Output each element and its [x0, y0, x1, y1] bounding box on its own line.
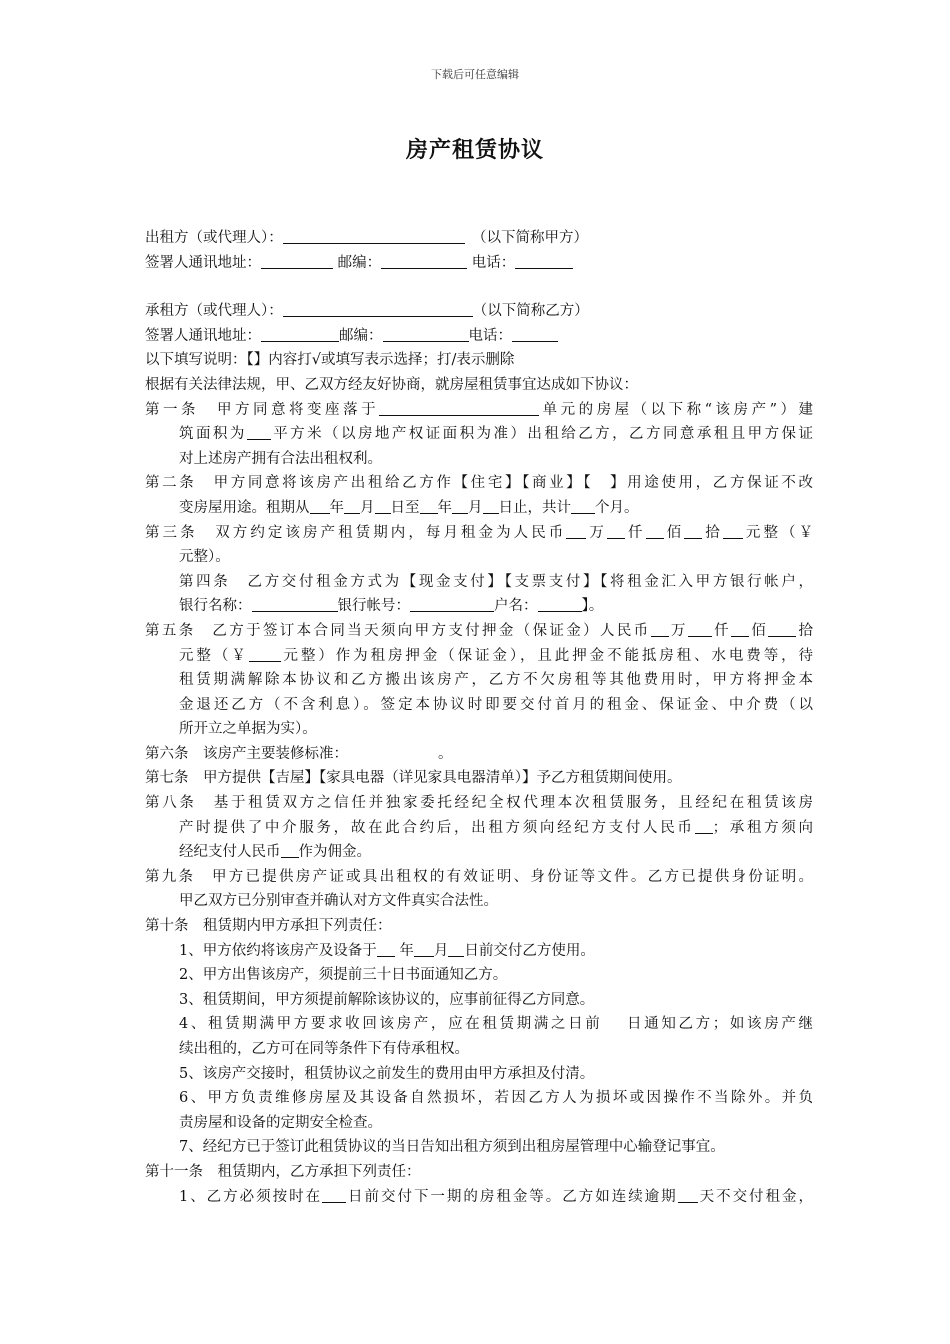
- party-b-contact-line: 签署人通讯地址： 邮编： 电话：: [145, 324, 813, 349]
- article-4-line-1: 第四条 乙方交付租金方式为【现金支付】【支票支付】【将租金汇入甲方银行帐户，: [179, 573, 813, 590]
- article-2-line-2: 变房屋用途。租期从 年 月 日至 年 月 日止，共计 个月。: [145, 496, 813, 521]
- article-8-line-3: 经纪支付人民币 作为佣金。: [145, 840, 813, 865]
- article-10-item-6-line-2: 责房屋和设备的定期安全检查。: [179, 1114, 382, 1131]
- article-5-line-5: 所开立之单据为实）。: [179, 721, 317, 738]
- article-4-line-2: 银行名称： 银行帐号： 户名： 】。: [145, 594, 813, 619]
- article-10-heading: 第十条 租赁期内甲方承担下列责任：: [145, 918, 392, 935]
- article-5-line-2: 元整（￥ 元整）作为租房押金（保证金），且此押金不能抵房租、水电费等，待: [145, 644, 813, 669]
- article-10-item-3: 3、租赁期间，甲方须提前解除该协议的，应事前征得乙方同意。: [179, 991, 595, 1008]
- article-9-line-1: 第九条 甲方已提供房产证或具出租权的有效证明、身份证等文件。乙方已提供身份证明。: [145, 868, 813, 885]
- article-1-line-1: 第一条 甲方同意将变座落于 单元的房屋（以下称“该房产”）建: [145, 398, 813, 423]
- party-a-contact-line: 签署人通讯地址： 邮编： 电话：: [145, 251, 813, 276]
- party-a-phone-blank: [515, 252, 573, 269]
- party-a-line: 出租方（或代理人）： （以下简称甲方）: [145, 226, 813, 251]
- article-10-item-6-line-1: 6、甲方负责维修房屋及其设备自然损坏，若因乙方人为损坏或因操作不当除外。并负: [179, 1090, 813, 1107]
- article-7: 第七条 甲方提供【吉屋】【家具电器（详见家具电器清单）】予乙方租赁期间使用。: [145, 770, 682, 787]
- article-9-line-2: 甲乙双方已分别审查并确认对方文件真实合法性。: [179, 893, 498, 910]
- article-10-item-2: 2、甲方出售该房产，须提前三十日书面通知乙方。: [179, 967, 508, 984]
- instructions: 以下填写说明：【】内容打√或填写表示选择；打/表示删除: [145, 352, 515, 369]
- article-6: 第六条 该房产主要装修标准： 。: [145, 745, 453, 762]
- party-b-address-blank: [261, 325, 339, 342]
- article-11-heading: 第十一条 租赁期内，乙方承担下列责任：: [145, 1163, 421, 1180]
- document-body: [145, 226, 813, 1209]
- article-5-line-4: 金退还乙方（不含利息）。签定本协议时即要交付首月的租金、保证金、中介费（以: [179, 696, 813, 713]
- article-10-item-4-line-1: 4、租赁期满甲方要求收回该房产，应在租赁期满之日前 日通知乙方；如该房产继: [179, 1016, 813, 1033]
- party-b-blank: [283, 300, 473, 317]
- party-a-zip-blank: [381, 252, 467, 269]
- party-b-line: 承租方（或代理人）： （以下简称乙方）: [145, 299, 813, 324]
- article-10-item-4-line-2: 续出租的，乙方可在同等条件下有侍承租权。: [179, 1041, 469, 1057]
- article-10-item-5: 5、该房产交接时，租赁协议之前发生的费用由甲方承担及付清。: [179, 1065, 595, 1082]
- article-5-line-1: 第五条 乙方于签订本合同当天须向甲方支付押金（保证金）人民币 万 仟 佰 拾: [145, 619, 813, 644]
- document-title: 房产租赁协议: [405, 137, 544, 163]
- article-2-line-1: 第二条 甲方同意将该房产出租给乙方作【住宅】【商业】【 】用途使用，乙方保证不改: [145, 475, 814, 492]
- intro: 根据有关法律法规，甲、乙双方经友好协商，就房屋租赁事宜达成如下协议：: [145, 376, 638, 393]
- party-b-zip-blank: [383, 325, 469, 342]
- article-8-line-1: 第八条 基于租赁双方之信任并独家委托经纪全权代理本次租赁服务，且经纪在租赁该房: [145, 795, 813, 812]
- article-1-line-2: 筑面积为 平方米（以房地产权证面积为准）出租给乙方，乙方同意承租且甲方保证: [145, 422, 813, 447]
- article-10-item-7: 7、经纪方已于签订此租赁协议的当日告知出租方须到出租房屋管理中心输登记事宜。: [179, 1139, 725, 1156]
- party-a-address-blank: [261, 252, 333, 269]
- article-11-item-1: 1、乙方必须按时在 日前交付下一期的房租金等。乙方如连续逾期 天不交付租金，: [145, 1185, 813, 1210]
- header-note: 下载后可任意编辑: [431, 68, 519, 81]
- article-8-line-2: 产时提供了中介服务，故在此合约后，出租方须向经纪方支付人民币 ；承租方须向: [145, 816, 813, 841]
- party-a-blank: [283, 227, 465, 244]
- party-b-phone-blank: [512, 325, 558, 342]
- article-3-line-2: 元整）。: [179, 549, 230, 566]
- article-10-item-1: 1、甲方依约将该房产及设备于 年 月 日前交付乙方使用。: [145, 939, 813, 964]
- article-5-line-3: 租赁期满解除本协议和乙方搬出该房产，乙方不欠房租等其他费用时，甲方将押金本: [179, 672, 813, 689]
- article-1-line-3: 对上述房产拥有合法出租权利。: [179, 450, 382, 467]
- article-3-line-1: 第三条 双方约定该房产租赁期内，每月租金为人民币 万 仟 佰 拾 元整（￥: [145, 521, 813, 546]
